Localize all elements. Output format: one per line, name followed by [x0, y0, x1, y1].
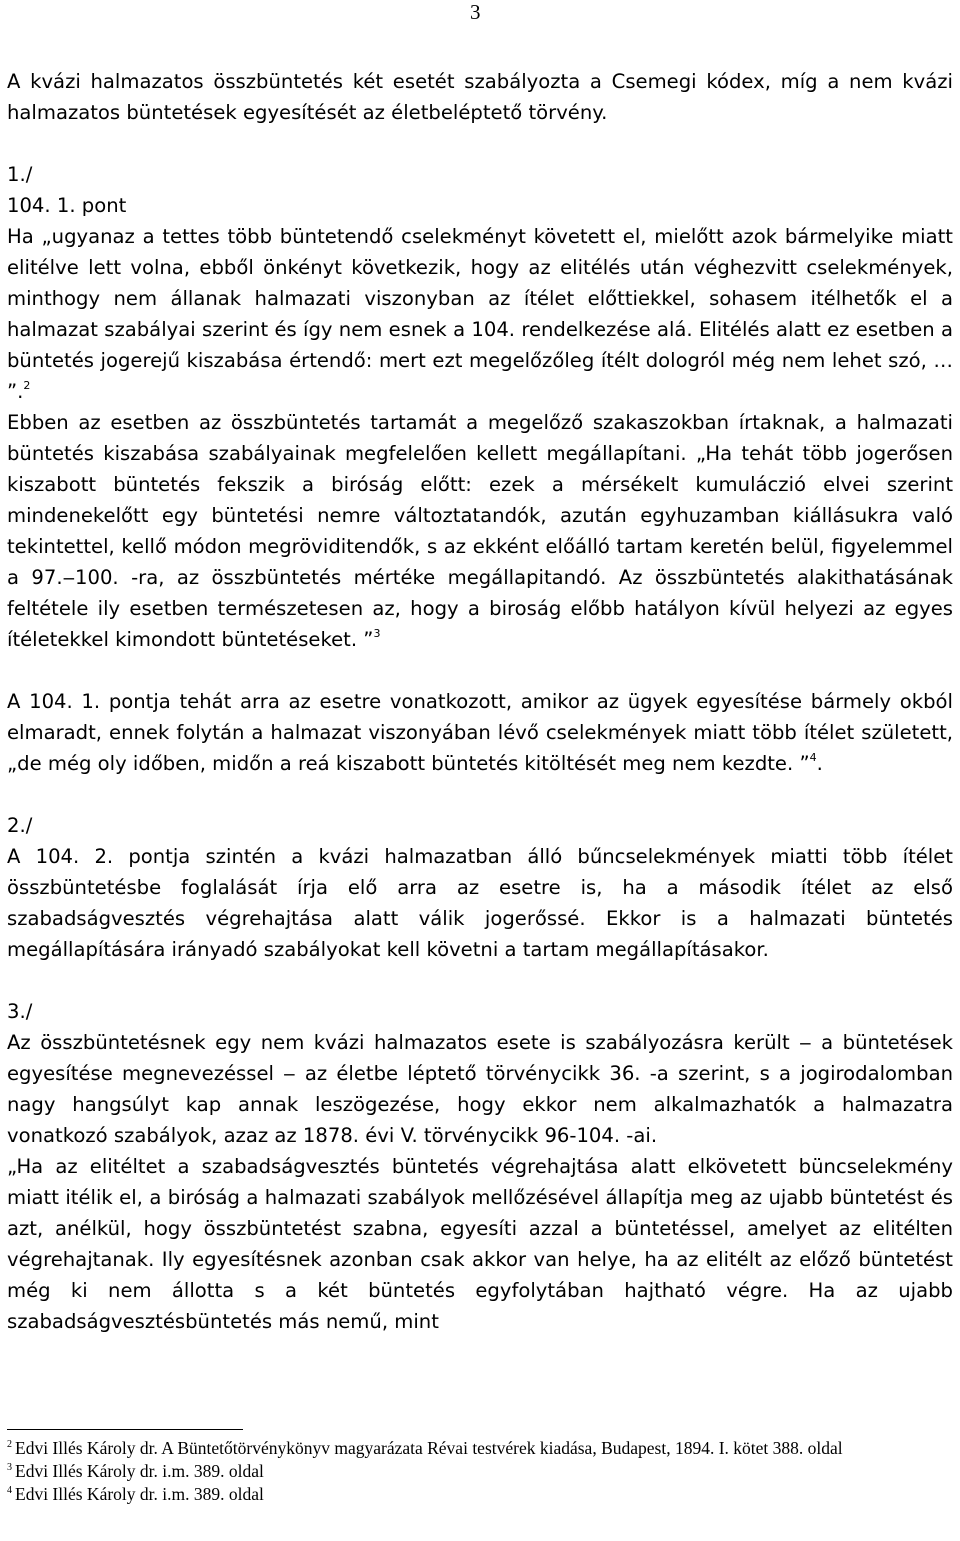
section-heading-1: 1./: [7, 163, 33, 186]
footnote-ref-2: 2: [23, 379, 31, 392]
section-subheading-1: 104. 1. pont: [7, 194, 127, 217]
footnote-number: 2: [7, 1439, 12, 1450]
body-text: Ebben az esetben az összbüntetés tartamát a megelőző szakaszokban írtaknak, a halmazati büntetés kiszabása szabályainak megfelelően kellett megállapítani. „Ha tehát több jogerősen kiszabott büntetés fekszik a biróság előtt: ezek a mérsékelt kumuláczió elvei szerint mindenekelőtt egy büntetési nemre változtatandók, azután egyhuzamban kiállásukra való tekintettel, kellő módon megröviditendők, s az ekként előálló tartam keretén belül, figyelemmel a 97.‒100. -ra, az összbüntetés mértéke megállapitandó. Az összbüntetés alakithatásának feltétele ily esetben természetesen az, hogy a biroság előbb hatályon kívül helyezi az egyes ítéletekkel kimondott büntetéseket. ”: [7, 411, 953, 651]
document-body: [7, 66, 953, 1337]
footnote-number: 3: [7, 1462, 12, 1473]
body-text-end: .: [816, 752, 823, 775]
section-heading-3: 3./: [7, 1000, 33, 1023]
footnote-text: Edvi Illés Károly dr. i.m. 389. oldal: [15, 1484, 264, 1504]
quote-text: Ha „ugyanaz a tettes több büntetendő cselekményt követett el, mielőtt azok bármelyike miatt elitélve lett volna, ebből önkényt következik, hogy az elitélés után véghezvitt cselekmények, minthogy nem állanak halmazati viszonyban az ítélet előttiekkel, sohasem itélhetők el a halmazat szabályai szerint és így nem esnek a 104. rendelkezése alá. Elitélés alatt ez esetben a büntetés jogerejű kiszabása értendő: mert ezt megelőzőleg ítélt dologról még nem lehet szó, … ”.: [7, 225, 953, 403]
body-paragraph-4: Az összbüntetésnek egy nem kvázi halmazatos esete is szabályozásra került ‒ a büntetések egyesítése megnevezéssel ‒ az életbe léptető törvénycikk 36. -a szerint, s a jogirodalomban nagy hangsúlyt kap annak leszögezése, hogy ekkor nem alkalmazhatók a halmazatra vonatkozó szabályok, azaz az 1878. évi V. törvénycikk 96-104. -ai.: [7, 1031, 953, 1147]
page-number: 3: [470, 0, 481, 24]
intro-paragraph: A kvázi halmazatos összbüntetés két esetét szabályozta a Csemegi kódex, míg a nem kvázi halmazatos büntetések egyesítését az életbeléptető törvény.: [7, 70, 953, 124]
quote-paragraph-1: [7, 221, 953, 407]
footnote-4: [7, 1483, 953, 1506]
footnotes: [7, 1437, 953, 1506]
quote-paragraph-2: „Ha az elitéltet a szabadságvesztés büntetés végrehajtása alatt elkövetett büncselekmény miatt itélik el, a biróság a halmazati szabályok mellőzésével állapítja meg az ujabb büntetést és azt, anélkül, hogy összbüntetést szabna, egyesíti azzal a büntetéssel, amelyet az elitélten végrehajtanak. Ily egyesítésnek azonban csak akkor van helye, ha az elitélt az előző büntetést még ki nem állotta s a két büntetés egyfolytában hajtható végre. Ha az ujabb szabadságvesztésbüntetés más nemű, mint: [7, 1155, 953, 1333]
body-paragraph-3: A 104. 2. pontja szintén a kvázi halmazatban álló bűncselekmények miatti több ítélet összbüntetésbe foglalását írja elő arra az esetre is, ha a második ítélet az első szabadságvesztés végrehajtása alatt válik jogerőssé. Ekkor is a halmazati büntetés megállapítására irányadó szabályokat kell követni a tartam megállapításakor.: [7, 845, 953, 961]
footnote-text: Edvi Illés Károly dr. i.m. 389. oldal: [15, 1461, 264, 1481]
footnote-ref-3: 3: [373, 627, 381, 640]
body-text: A 104. 1. pontja tehát arra az esetre vonatkozott, amikor az ügyek egyesítése bármely okból elmaradt, ennek folytán a halmazat viszonyában lévő cselekmények miatt több ítélet született, „de még oly időben, midőn a reá kiszabott büntetés kitöltését meg nem kezdte. ”: [7, 690, 953, 775]
footnote-3: [7, 1460, 953, 1483]
footnote-separator: [7, 1429, 243, 1430]
body-paragraph-1: [7, 407, 953, 655]
footnote-number: 4: [7, 1485, 12, 1496]
section-heading-2: 2./: [7, 814, 33, 837]
footnote-text: Edvi Illés Károly dr. A Büntetőtörvénykönyv magyarázata Révai testvérek kiadása, Budapest, 1894. I. kötet 388. oldal: [15, 1438, 843, 1458]
footnote-2: [7, 1437, 953, 1460]
footnote-ref-4: 4: [809, 751, 817, 764]
body-paragraph-2: [7, 686, 953, 779]
